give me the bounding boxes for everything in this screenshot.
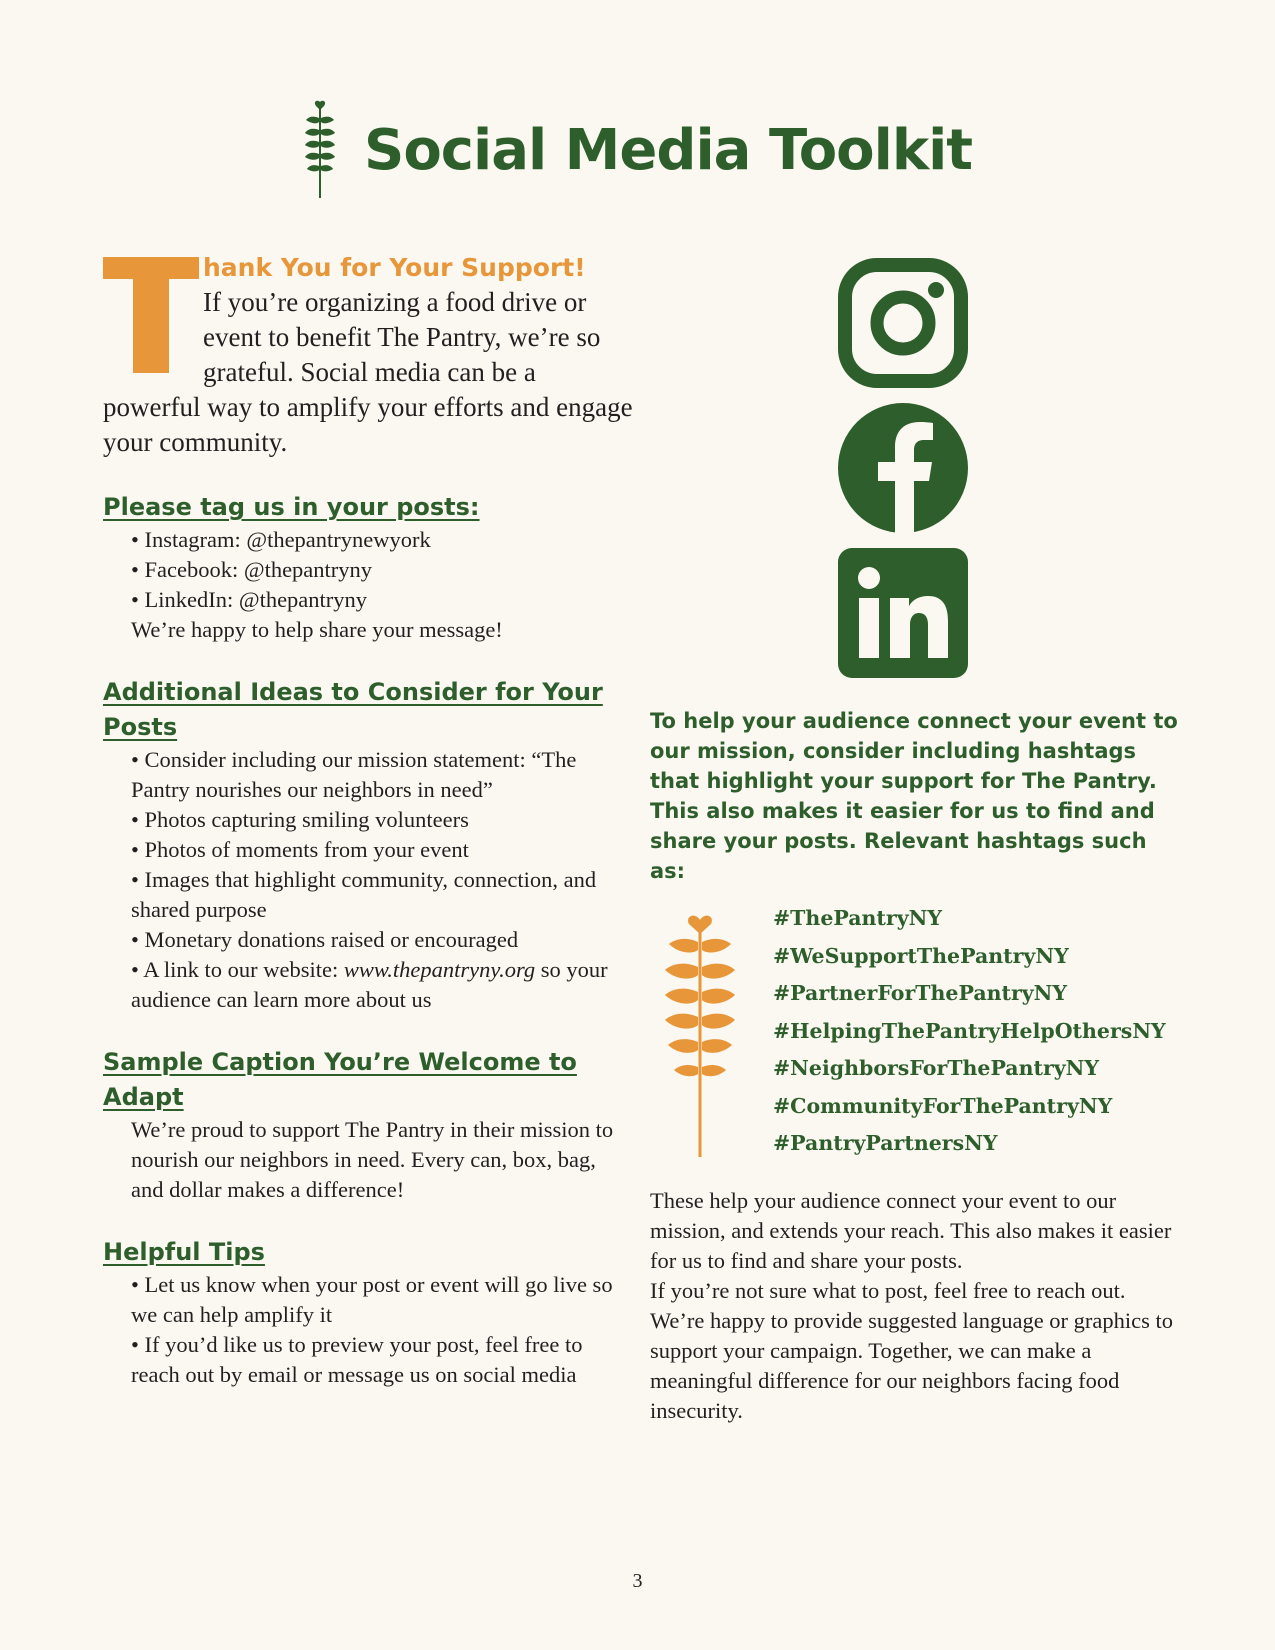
- facebook-icon[interactable]: [838, 403, 968, 533]
- list-item: • Photos capturing smiling volunteers: [131, 807, 469, 832]
- intro-text: If you’re organizing a food drive or event to benefit The Pantry, we’re so grateful. Social media can be a powerful way to amplify your efforts and engage your community.: [103, 287, 633, 457]
- tag-list: [103, 525, 633, 645]
- wheat-icon: [300, 100, 340, 200]
- tips-heading: Helpful Tips: [103, 1238, 265, 1266]
- list-item: • Consider including our mission statement: “The Pantry nourishes our neighbors in need”: [131, 747, 577, 802]
- tips-section: [103, 1235, 633, 1390]
- hashtag: #PantryPartnersNY: [773, 1131, 998, 1155]
- hashtag-intro: To help your audience connect your event to our mission, consider including hashtags that highlight your support for The Pantry. This also makes it easier for us to find and share your posts. Relevant hashtags such as:: [650, 709, 1178, 883]
- left-column: [103, 253, 633, 1390]
- sample-caption: We’re proud to support The Pantry in their mission to nourish our neighbors in need. Every can, box, bag, and dollar makes a difference!: [131, 1117, 614, 1202]
- list-item: • Let us know when your post or event will go live so we can help amplify it: [131, 1272, 613, 1327]
- list-item: [131, 955, 633, 1015]
- ideas-list: [103, 745, 633, 1015]
- list-item: • Images that highlight community, connection, and shared purpose: [131, 867, 597, 922]
- linkedin-icon[interactable]: [838, 548, 968, 678]
- hashtag-list: [773, 900, 1166, 1163]
- hashtag: #CommunityForThePantryNY: [773, 1093, 1113, 1118]
- page-number: 3: [632, 1570, 643, 1592]
- hashtag: #HelpingThePantryHelpOthersNY: [773, 1018, 1166, 1043]
- list-item: • LinkedIn: @thepantryny: [131, 587, 368, 612]
- closing-text: [650, 1186, 1180, 1426]
- list-item: • Photos of moments from your event: [131, 837, 469, 862]
- instagram-icon[interactable]: [838, 258, 968, 388]
- caption-heading: Sample Caption You’re Welcome to Adapt: [103, 1048, 577, 1111]
- ideas-section: [103, 675, 633, 1015]
- svg-text:T: T: [151, 277, 152, 278]
- hashtag: #WeSupportThePantryNY: [773, 943, 1069, 968]
- tag-section: [103, 490, 633, 645]
- list-item: • Instagram: @thepantrynewyork: [131, 527, 431, 552]
- tips-list: [103, 1270, 633, 1390]
- link-item-prefix: • A link to our website:: [131, 957, 344, 982]
- list-item: • Facebook: @thepantryny: [131, 557, 373, 582]
- intro-section: [103, 253, 633, 460]
- closing-paragraph: If you’re not sure what to post, feel free to reach out. We’re happy to provide suggested language or graphics to support your campaign. Together, we can make a meaningful difference for our neighbors facing food insecurity.: [650, 1278, 1174, 1423]
- tag-note: We’re happy to help share your message!: [131, 617, 503, 642]
- intro-heading: hank You for Your Support!: [203, 253, 586, 282]
- link-item-suffix: so your audience can learn more about us: [131, 957, 608, 1012]
- hashtag: #PartnerForThePantryNY: [773, 981, 1068, 1005]
- closing-paragraph: These help your audience connect your event to our mission, and extends your reach. This also makes it easier for us to find and share your posts.: [650, 1188, 1172, 1273]
- wheat-icon: [655, 912, 745, 1157]
- hashtag: #ThePantryNY: [773, 906, 942, 930]
- website-link[interactable]: www.thepantryny.org: [343, 957, 536, 982]
- tag-heading: Please tag us in your posts:: [103, 493, 480, 521]
- caption-section: [103, 1045, 633, 1205]
- dropcap-letter: [103, 257, 199, 387]
- list-item: • If you’d like us to preview your post, feel free to reach out by email or message us on social media: [131, 1332, 583, 1387]
- page-title: Social Media Toolkit: [364, 117, 973, 183]
- page-header: [300, 100, 972, 200]
- social-icons: [838, 258, 968, 693]
- list-item: • Monetary donations raised or encouraged: [131, 927, 519, 952]
- hashtag: #NeighborsForThePantryNY: [773, 1056, 1100, 1080]
- ideas-heading: Additional Ideas to Consider for Your Posts: [103, 678, 603, 741]
